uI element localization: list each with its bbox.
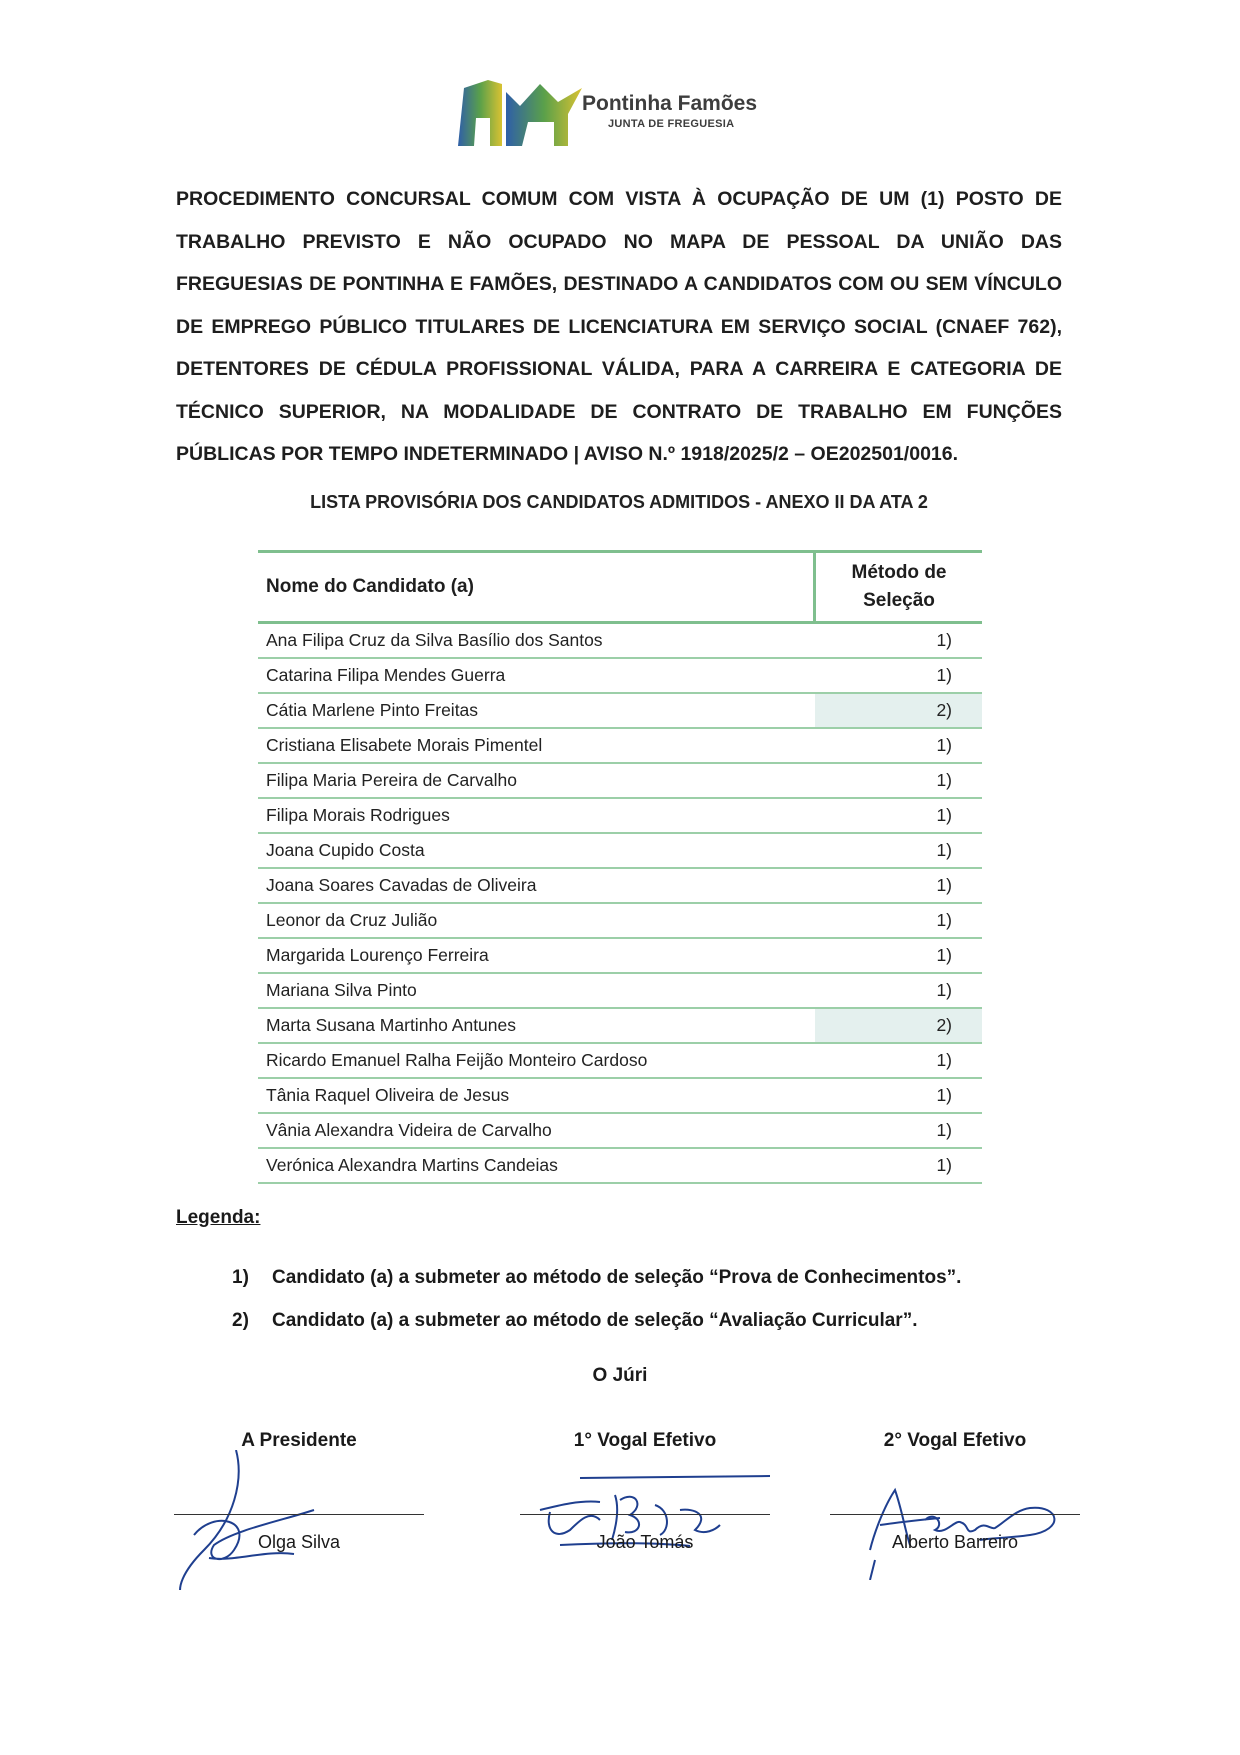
selection-method: 1) [815, 798, 983, 833]
signature-scribble-icon [174, 1450, 334, 1590]
header-selection-method [815, 552, 983, 623]
selection-method: 1) [815, 763, 983, 798]
candidate-name: Joana Soares Cavadas de Oliveira [258, 868, 815, 903]
table-row [258, 798, 982, 833]
signature-line [830, 1514, 1080, 1515]
selection-method: 1) [815, 1078, 983, 1113]
legend-text: Candidato (a) a submeter ao método de seleção “Prova de Conhecimentos”. [272, 1267, 962, 1288]
signature-name: João Tomás [596, 1532, 694, 1552]
selection-method: 1) [815, 903, 983, 938]
table-body [258, 623, 982, 1184]
signature-name: Alberto Barreiro [891, 1532, 1019, 1552]
selection-method: 1) [815, 833, 983, 868]
selection-method: 1) [815, 728, 983, 763]
logo-mark-icon [458, 78, 586, 146]
candidate-name: Filipa Morais Rodrigues [258, 798, 815, 833]
table-row [258, 658, 982, 693]
candidate-name: Joana Cupido Costa [258, 833, 815, 868]
logo-name: Pontinha Famões [582, 92, 758, 115]
header-method-line1: Método de [851, 562, 947, 583]
table-row [258, 833, 982, 868]
table-row [258, 1008, 982, 1043]
signature-role: A Presidente [241, 1430, 357, 1451]
selection-method: 2) [815, 693, 983, 728]
table-row [258, 1113, 982, 1148]
selection-method: 1) [815, 1148, 983, 1183]
legend-number: 1) [232, 1267, 249, 1288]
legend-number: 2) [232, 1310, 249, 1331]
legend-text: Candidato (a) a submeter ao método de seleção “Avaliação Curricular”. [272, 1310, 918, 1331]
logo [458, 78, 798, 148]
list-title: LISTA PROVISÓRIA DOS CANDIDATOS ADMITIDOS - ANEXO II DA ATA 2 [310, 492, 928, 512]
table-row [258, 728, 982, 763]
candidate-name: Catarina Filipa Mendes Guerra [258, 658, 815, 693]
signature-block-vogal-1 [520, 1430, 770, 1570]
signature-block-vogal-2 [830, 1430, 1080, 1570]
signature-line [520, 1514, 770, 1515]
selection-method: 1) [815, 938, 983, 973]
selection-method: 2) [815, 1008, 983, 1043]
signature-block-president [174, 1430, 424, 1570]
table-row [258, 903, 982, 938]
legend-item [232, 1267, 961, 1289]
signature-line [174, 1514, 424, 1515]
jury-title: O Júri [592, 1365, 648, 1386]
table-row [258, 693, 982, 728]
logo-subtitle: JUNTA DE FREGUESIA [608, 118, 735, 130]
candidate-name: Marta Susana Martinho Antunes [258, 1008, 815, 1043]
document-heading: PROCEDIMENTO CONCURSAL COMUM COM VISTA À OCUPAÇÃO DE UM (1) POSTO DE TRABALHO PREVISTO E NÃO OCUPADO NO MAPA DE PESSOAL DA UNIÃO DAS FREGUESIAS DE PONTINHA E FAMÕES, DESTINADO A CANDIDATOS COM OU SEM VÍNCULO DE EMPREGO PÚBLICO TITULARES DE LICENCIATURA EM SERVIÇO SOCIAL (CNAEF 762), DETENTORES DE CÉDULA PROFISSIONAL VÁLIDA, PARA A CARREIRA E CATEGORIA DE TÉCNICO SUPERIOR, NA MODALIDADE DE CONTRATO DE TRABALHO EM FUNÇÕES PÚBLICAS POR TEMPO INDETERMINADO | AVISO N.º 1918/2025/2 – OE202501/0016. [176, 188, 1062, 465]
table-row [258, 1078, 982, 1113]
table-row [258, 868, 982, 903]
candidate-name: Tânia Raquel Oliveira de Jesus [258, 1078, 815, 1113]
selection-method: 1) [815, 1113, 983, 1148]
table-row [258, 763, 982, 798]
table-header-row [258, 552, 982, 623]
table-row [258, 1043, 982, 1078]
selection-method: 1) [815, 973, 983, 1008]
table-row [258, 623, 982, 659]
candidate-name: Vânia Alexandra Videira de Carvalho [258, 1113, 815, 1148]
candidate-name: Cátia Marlene Pinto Freitas [258, 693, 815, 728]
candidate-name: Margarida Lourenço Ferreira [258, 938, 815, 973]
legend-item [232, 1310, 917, 1332]
table-row [258, 1148, 982, 1183]
selection-method: 1) [815, 868, 983, 903]
candidate-name: Mariana Silva Pinto [258, 973, 815, 1008]
candidate-name: Ricardo Emanuel Ralha Feijão Monteiro Cardoso [258, 1043, 815, 1078]
candidate-name: Verónica Alexandra Martins Candeias [258, 1148, 815, 1183]
candidate-name: Ana Filipa Cruz da Silva Basílio dos Santos [258, 623, 815, 659]
candidate-name: Leonor da Cruz Julião [258, 903, 815, 938]
selection-method: 1) [815, 658, 983, 693]
signature-role: 2° Vogal Efetivo [883, 1430, 1027, 1451]
legend-title: Legenda: [176, 1207, 261, 1228]
signature-name: Olga Silva [257, 1532, 341, 1552]
candidates-table [258, 550, 982, 1184]
table-row [258, 973, 982, 1008]
selection-method: 1) [815, 623, 983, 659]
signature-scribble-icon [830, 1450, 1070, 1580]
candidate-name: Cristiana Elisabete Morais Pimentel [258, 728, 815, 763]
header-method-line2: Seleção [863, 590, 935, 611]
candidate-name: Filipa Maria Pereira de Carvalho [258, 763, 815, 798]
header-candidate-name: Nome do Candidato (a) [258, 552, 815, 623]
selection-method: 1) [815, 1043, 983, 1078]
signature-role: 1° Vogal Efetivo [573, 1430, 717, 1451]
table-row [258, 938, 982, 973]
